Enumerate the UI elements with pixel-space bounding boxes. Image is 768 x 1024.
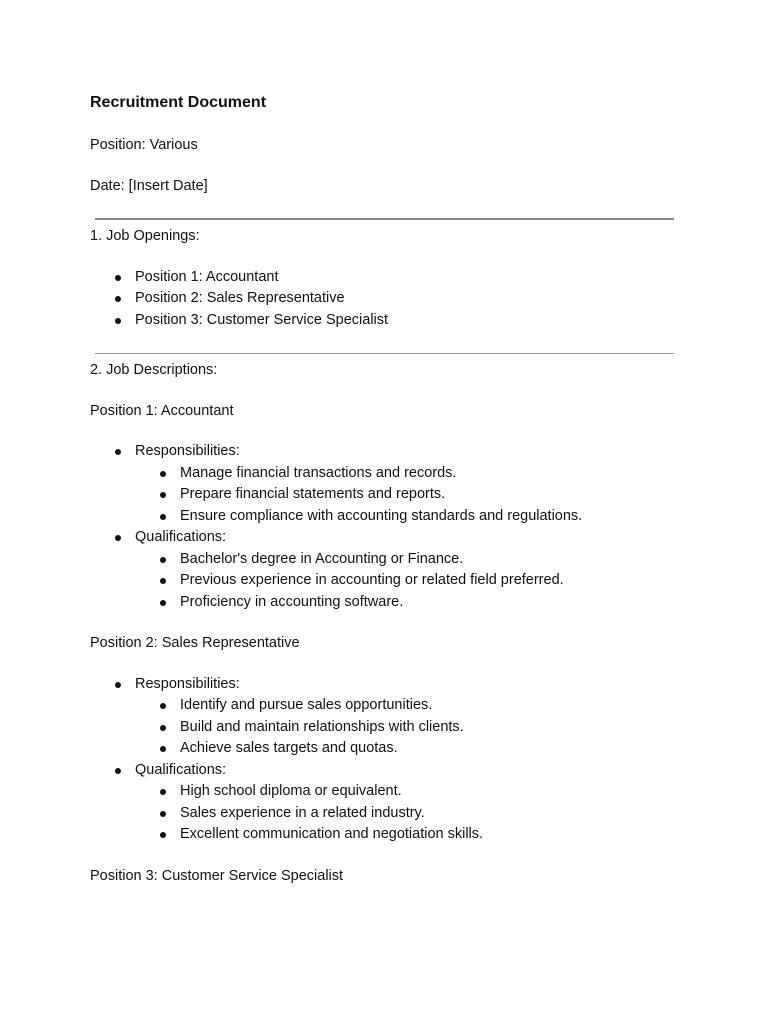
list-item: Ensure compliance with accounting standards and regulations. [135,506,680,528]
position-line: Position: Various [90,137,198,153]
list-item: Bachelor's degree in Accounting or Finance. [135,549,680,571]
responsibilities-label: Responsibilities: [135,443,240,459]
list-item: Identify and pursue sales opportunities. [135,695,680,717]
section-divider [95,218,674,220]
position-heading: Position 2: Sales Representative [90,635,300,651]
position-heading: Position 3: Customer Service Specialist [90,867,344,884]
qualifications-list [135,549,680,614]
job-openings-list [90,267,680,332]
section-heading-job-descriptions: 2. Job Descriptions: [90,362,218,378]
list-item: Position 1: Accountant [90,267,680,289]
document-title: Recruitment Document [90,94,267,111]
list-item: Sales experience in a related industry. [135,803,680,825]
list-item: Position 2: Sales Representative [90,288,680,310]
position-details [90,674,680,846]
qualifications-list [135,781,680,846]
list-item: Achieve sales targets and quotas. [135,738,680,760]
list-item [90,674,680,760]
list-item [90,760,680,846]
section-divider [95,353,674,354]
qualifications-label: Qualifications: [135,761,227,778]
position-details [90,441,680,613]
section-heading-job-openings: 1. Job Openings: [90,228,200,244]
responsibilities-label: Responsibilities: [135,675,240,692]
responsibilities-list [135,463,680,528]
list-item: Prepare financial statements and reports. [135,484,680,506]
qualifications-label: Qualifications: [135,529,227,545]
date-line: Date: [Insert Date] [90,177,208,194]
list-item [90,527,680,613]
document-page [90,93,680,906]
list-item: Previous experience in accounting or related field preferred. [135,570,680,592]
list-item: Proficiency in accounting software. [135,592,680,614]
list-item: Position 3: Customer Service Specialist [90,310,680,332]
list-item: High school diploma or equivalent. [135,781,680,803]
list-item [90,441,680,527]
responsibilities-list [135,695,680,760]
list-item: Excellent communication and negotiation skills. [135,824,680,846]
list-item: Build and maintain relationships with clients. [135,717,680,739]
list-item: Manage financial transactions and records. [135,463,680,485]
position-heading: Position 1: Accountant [90,402,234,419]
